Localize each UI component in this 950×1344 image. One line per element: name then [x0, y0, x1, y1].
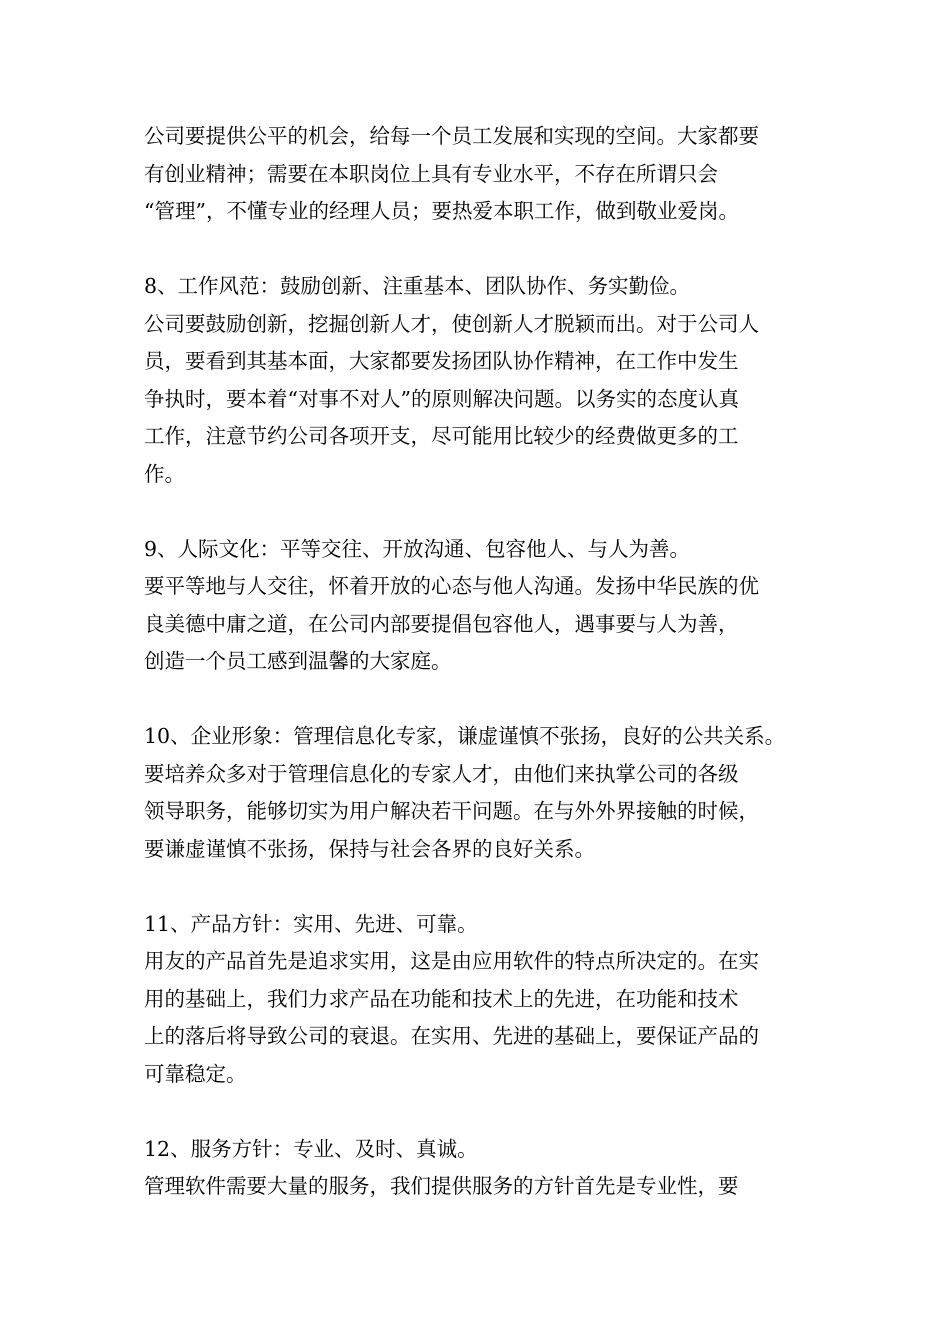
section-heading: 12、服务方针：专业、及时、真诚。	[144, 1136, 478, 1161]
text-line: “管理”，不懂专业的经理人员；要热爱本职工作，做到敬业爱岗。	[144, 199, 739, 223]
paragraph-service-policy	[144, 1131, 824, 1206]
text-line: 可靠稳定。	[144, 1061, 247, 1086]
text-line: 用的基础上，我们力求产品在功能和技术上的先进，在功能和技术	[144, 986, 739, 1011]
text-line: 工作，注意节约公司各项开支，尽可能用比较少的经费做更多的工	[144, 424, 739, 448]
section-heading: 8、工作风范：鼓励创新、注重基本、团队协作、务实勤俭。	[144, 274, 691, 298]
text-line: 公司要提供公平的机会，给每一个员工发展和实现的空间。大家都要	[144, 124, 759, 148]
text-line: 争执时，要本着“对事不对人”的原则解决问题。以务实的态度认真	[144, 386, 739, 411]
paragraph-product-policy	[144, 906, 824, 1094]
text-line: 要培养众多对于管理信息化的专家人才，由他们来执掌公司的各级	[144, 761, 739, 786]
paragraph-gap	[144, 231, 824, 269]
paragraph-gap	[144, 681, 824, 719]
section-heading: 11、产品方针：实用、先进、可靠。	[144, 911, 478, 936]
paragraph-gap	[144, 1093, 824, 1131]
text-line: 管理软件需要大量的服务，我们提供服务的方针首先是专业性，要	[144, 1174, 739, 1198]
paragraph-career-spirit	[144, 118, 824, 231]
text-line: 用友的产品首先是追求实用，这是由应用软件的特点所决定的。在实	[144, 949, 759, 973]
text-line: 有创业精神；需要在本职岗位上具有专业水平，不存在所谓只会	[144, 161, 718, 186]
document-body	[144, 118, 824, 1206]
paragraph-corporate-image	[144, 718, 824, 868]
text-line: 公司要鼓励创新，挖掘创新人才，使创新人才脱颖而出。对于公司人	[144, 311, 759, 336]
text-line: 创造一个员工感到温馨的大家庭。	[144, 649, 452, 673]
paragraph-work-style	[144, 268, 824, 493]
section-heading: 10、企业形象：管理信息化专家，谦虚谨慎不张扬，良好的公共关系。	[144, 724, 786, 748]
paragraph-interpersonal-culture	[144, 531, 824, 681]
text-line: 要谦虚谨慎不张扬，保持与社会各界的良好关系。	[144, 836, 595, 861]
text-line: 要平等地与人交往，怀着开放的心态与他人沟通。发扬中华民族的优	[144, 574, 759, 598]
text-line: 上的落后将导致公司的衰退。在实用、先进的基础上，要保证产品的	[144, 1024, 759, 1048]
text-line: 良美德中庸之道，在公司内部要提倡包容他人，遇事要与人为善，	[144, 611, 739, 636]
section-heading: 9、人际文化：平等交往、开放沟通、包容他人、与人为善。	[144, 536, 691, 561]
text-line: 领导职务，能够切实为用户解决若干问题。在与外外界接触的时候，	[144, 799, 759, 823]
text-line: 员，要看到其基本面，大家都要发扬团队协作精神，在工作中发生	[144, 349, 739, 373]
text-line: 作。	[144, 461, 185, 486]
paragraph-gap	[144, 868, 824, 906]
paragraph-gap	[144, 493, 824, 531]
